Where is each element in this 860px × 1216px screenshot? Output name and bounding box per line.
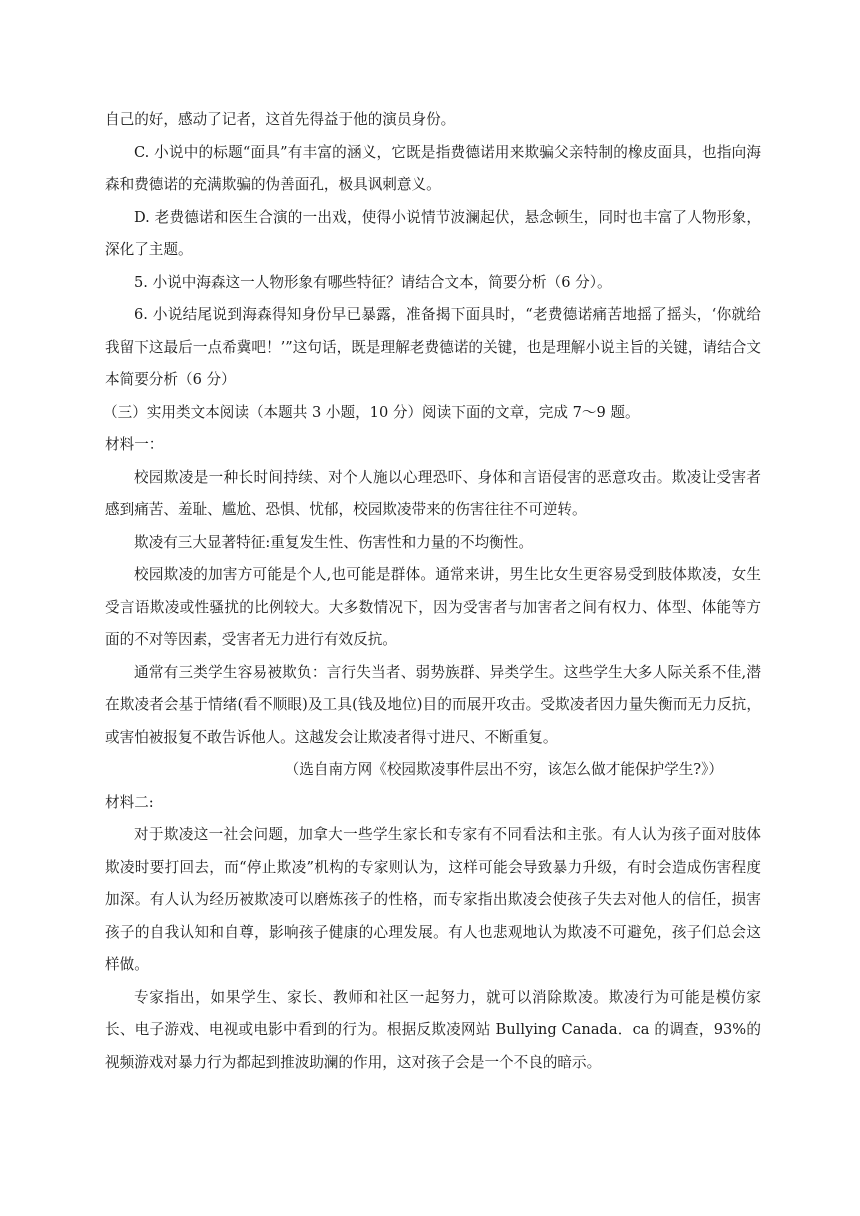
material-1-source: （选自南方网《校园欺凌事件层出不穷，该怎么做才能保护学生?》） [284, 761, 723, 778]
material-2-paragraph-1: 对于欺凌这一社会问题，加拿大一些学生家长和专家有不同看法和主张。有人认为孩子面对肢体欺凌时要打回去，而“停止欺凌”机构的专家则认为，这样可能会导致暴力升级，有时会造成伤害程度加深。有人认为经历被欺凌可以磨炼孩子的性格，而专家指出欺凌会使孩子失去对他人的信任，损害孩子的自我认知和自尊，影响孩子健康的心理发展。有人也悲观地认为欺凌不可避免，孩子们总会这样做。 [105, 826, 761, 973]
question-6: 6. 小说结尾说到海森得知身份早已暴露，准备揭下面具时，“老费德诺痛苦地摇了摇头，‘你就给我留下这最后一点希冀吧！’”这句话，既是理解老费德诺的关键，也是理解小说主旨的关键，请结合文本简要分析（6 分） [105, 306, 761, 388]
material-1-paragraph-2: 欺凌有三大显著特征:重复发生性、伤害性和力量的不均衡性。 [134, 533, 533, 551]
option-d: D. 老费德诺和医生合演的一出戏，使得小说情节波澜起伏，悬念顿生，同时也丰富了人物形象，深化了主题。 [105, 208, 761, 258]
question-5: 5. 小说中海森这一人物形象有哪些特征？请结合文本，简要分析（6 分）。 [134, 273, 612, 291]
material-1-paragraph-1: 校园欺凌是一种长时间持续、对个人施以心理恐吓、身体和言语侵害的恶意攻击。欺凌让受害者感到痛苦、羞耻、尴尬、恐惧、忧郁，校园欺凌带来的伤害往往不可逆转。 [105, 468, 761, 518]
option-b-continuation: 自己的好，感动了记者，这首先得益于他的演员身份。 [105, 111, 456, 128]
section-3-heading: （三）实用类文本阅读（本题共 3 小题，10 分）阅读下面的文章，完成 7～9 题。 [103, 403, 640, 421]
option-c: C. 小说中的标题“面具”有丰富的涵义，它既是指费德诺用来欺骗父亲特制的橡皮面具，也指向海森和费德诺的充满欺骗的伪善面孔，极具讽刺意义。 [105, 143, 761, 193]
material-2-title: 材料二: [105, 793, 154, 811]
material-1-paragraph-4: 通常有三类学生容易被欺负：言行失当者、弱势族群、异类学生。这些学生大多人际关系不佳,潜在欺凌者会基于情绪(看不顺眼)及工具(钱及地位)目的而展开攻击。受欺凌者因力量失衡而无力反抗，或害怕被报复不敢告诉他人。这越发会让欺凌者得寸进尺、不断重复。 [105, 663, 761, 746]
material-1-title: 材料一： [105, 436, 164, 453]
document-body [105, 104, 761, 1079]
material-2-paragraph-2: 专家指出，如果学生、家长、教师和社区一起努力，就可以消除欺凌。欺凌行为可能是模仿家长、电子游戏、电视或电影中看到的行为。根据反欺凌网站 Bullying Canada．ca 的调查，93%的视频游戏对暴力行为都起到推波助澜的作用，这对孩子会是一个不良的暗示。 [105, 988, 761, 1071]
material-1-paragraph-3: 校园欺凌的加害方可能是个人,也可能是群体。通常来讲，男生比女生更容易受到肢体欺凌，女生受言语欺凌或性骚扰的比例较大。大多数情况下，因为受害者与加害者之间有权力、体型、体能等方面的不对等因素，受害者无力进行有效反抗。 [105, 566, 761, 648]
